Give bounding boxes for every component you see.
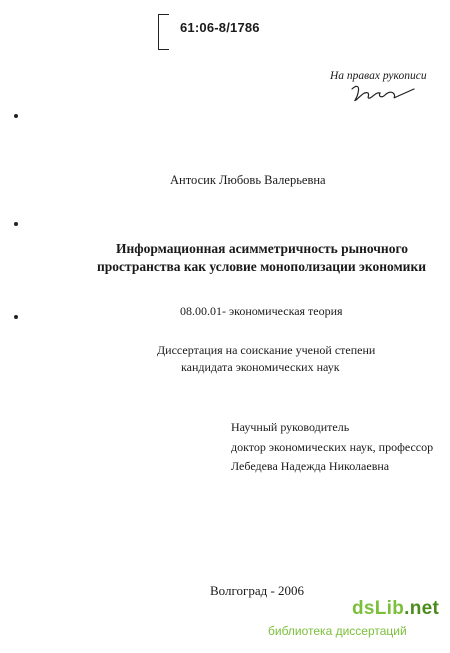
logo-main: dsLib — [352, 598, 405, 619]
manuscript-note: На правах рукописи — [330, 70, 427, 82]
degree-line-1: Диссертация на соискание ученой степени — [157, 343, 376, 357]
library-stamp: 61:06-8/1786 — [180, 20, 260, 35]
dslib-watermark — [262, 598, 442, 646]
thesis-title-line-1: Информационная асимметричность рыночного — [116, 241, 408, 256]
logo-tld: .net — [404, 598, 440, 619]
dslib-logo — [352, 598, 439, 620]
dslib-subtitle: библиотека диссертаций — [268, 624, 407, 638]
author-name: Антосик Любовь Валерьевна — [170, 173, 326, 187]
specialty-code: 08.00.01- экономическая теория — [180, 304, 343, 318]
thesis-title-line-2: пространства как условие монополизации экономики — [97, 259, 426, 274]
supervisor-degree: доктор экономических наук, профессор — [231, 440, 434, 454]
supervisor-name: Лебедева Надежда Николаевна — [231, 459, 390, 473]
city-year: Волгоград - 2006 — [210, 583, 305, 598]
scan-dot — [14, 315, 18, 319]
stamp-bracket — [158, 14, 169, 50]
scan-dot — [14, 114, 18, 118]
supervisor-label: Научный руководитель — [231, 420, 350, 434]
handwritten-signature — [348, 83, 418, 105]
scan-dot — [14, 222, 18, 226]
degree-line-2: кандидата экономических наук — [181, 360, 340, 374]
